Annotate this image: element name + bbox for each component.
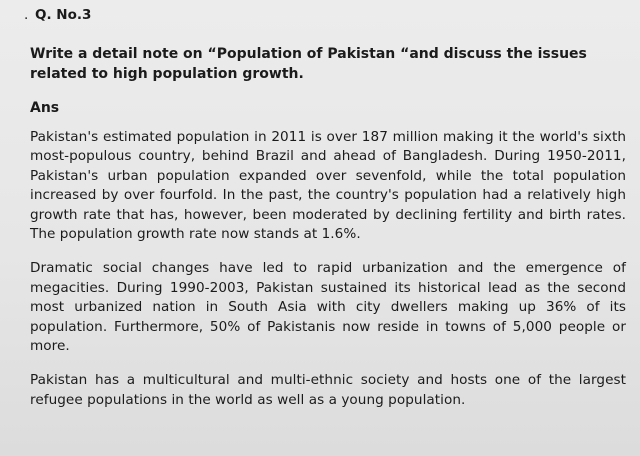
question-number xyxy=(24,6,628,24)
question-number-dot: . xyxy=(24,7,29,23)
answer-label: Ans xyxy=(30,100,60,116)
question-number-label: Q. No.3 xyxy=(35,7,92,23)
answer-paragraph-2: Dramatic social changes have led to rapid urbanization and the emergence of megacities. During 1990-2003, Pakistan sustained its historical lead as the second most urbanized nation in South Asia with city dwellers making up 36% of its population. Furthermore, 50% of Pakistanis now reside in towns of 5,000 people or more. xyxy=(30,260,626,355)
question-text: Write a detail note on “Population of Pakistan “and discuss the issues related to high population growth. xyxy=(30,46,587,82)
answer-paragraph-3: Pakistan has a multicultural and multi-ethnic society and hosts one of the largest refugee populations in the world as well as a young population. xyxy=(30,372,626,408)
answer-paragraph-1: Pakistan's estimated population in 2011 is over 187 million making it the world's sixth most-populous country, behind Brazil and ahead of Bangladesh. During 1950-2011, Pakistan's urban population expanded over sevenfold, while the total population increased by over fourfold. In the past, the country's population had a relatively high growth rate that has, however, been moderated by declining fertility and birth rates. The population growth rate now stands at 1.6%. xyxy=(30,129,626,243)
